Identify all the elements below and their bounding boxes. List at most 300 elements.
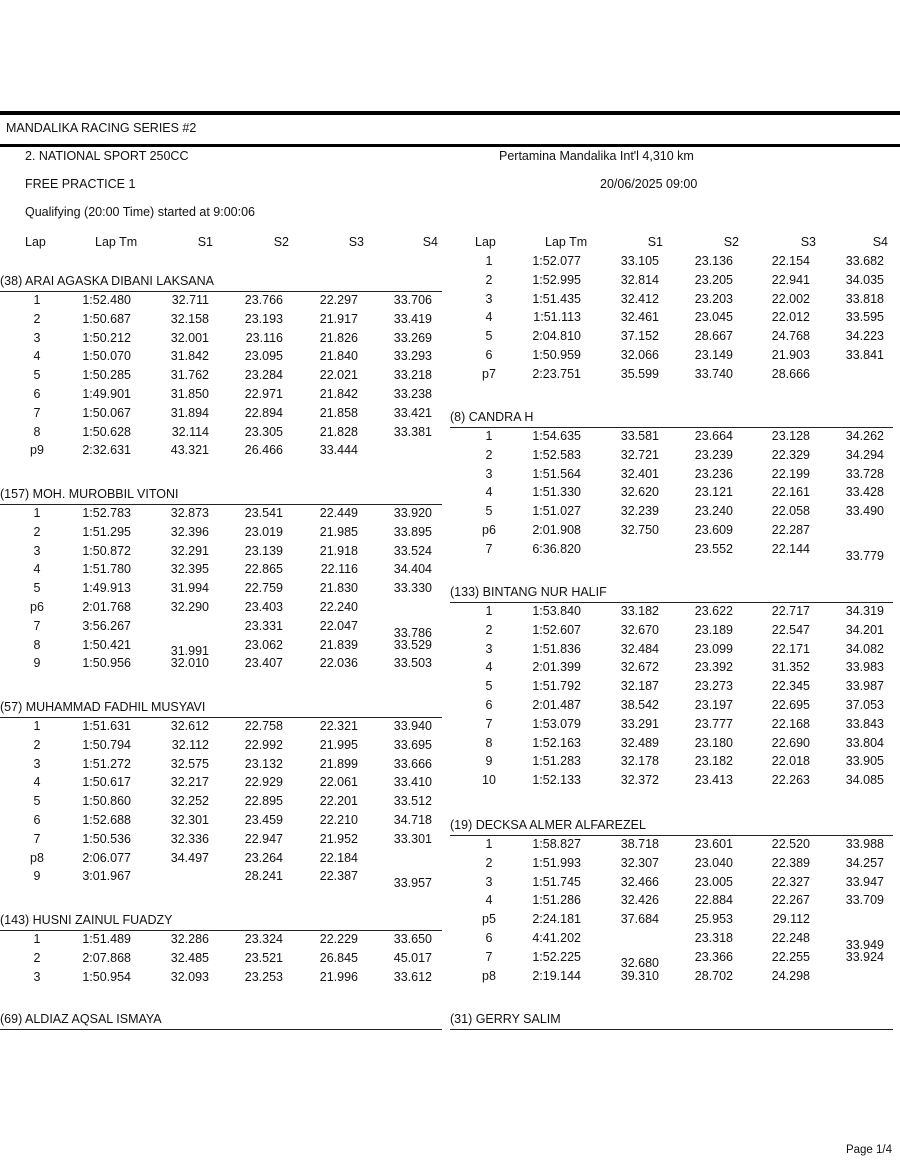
sector-1: 32.461	[620, 310, 659, 325]
sector-3: 22.012	[771, 310, 810, 325]
lap-number: 7	[485, 716, 493, 731]
lap-number: 5	[485, 679, 493, 694]
sector-3: 21.903	[771, 348, 810, 362]
sector-1: 31.991	[170, 643, 209, 658]
lap-number: 3	[33, 969, 41, 984]
sector-4: 33.595	[845, 310, 884, 325]
sector-4: 34.035	[845, 272, 884, 287]
lap-time: 1:50.212	[82, 330, 131, 345]
sector-2: 23.331	[244, 618, 283, 633]
sector-3: 29.112	[772, 912, 810, 927]
sector-3: 22.201	[319, 794, 358, 809]
sector-1: 32.307	[620, 855, 659, 870]
sector-1: 37.152	[620, 329, 659, 344]
lap-time: 1:50.070	[82, 349, 131, 364]
sector-2: 23.253	[244, 969, 283, 984]
sector-2: 23.005	[694, 874, 733, 889]
sector-3: 22.255	[771, 949, 810, 964]
sector-4: 33.709	[845, 893, 884, 908]
sector-3: 33.444	[319, 443, 358, 458]
lap-time: 1:51.435	[532, 291, 581, 306]
sector-3: 22.547	[771, 622, 810, 637]
sector-3: 22.345	[771, 679, 810, 694]
sector-4: 37.053	[845, 698, 884, 712]
lap-number: 1	[485, 429, 493, 443]
driver-name: (19) DECKSA ALMER ALFAREZEL	[450, 818, 646, 832]
sector-3: 21.842	[319, 387, 358, 401]
sector-3: 22.240	[319, 600, 358, 614]
lap-time: 1:52.783	[82, 506, 131, 520]
lap-number: 6	[485, 348, 493, 362]
lap-number: p9	[30, 443, 44, 458]
sector-3: 23.128	[771, 429, 810, 443]
sector-4: 34.262	[845, 429, 884, 443]
lap-number: 9	[33, 656, 41, 671]
sector-1: 32.093	[170, 969, 209, 984]
sector-2: 23.305	[244, 424, 283, 439]
sector-3: 22.184	[319, 850, 358, 865]
sector-3: 21.985	[319, 524, 358, 539]
lap-number: 1	[33, 293, 41, 307]
header-s2: S2	[273, 235, 289, 249]
sector-2: 22.865	[244, 562, 283, 577]
lap-time: 1:50.860	[82, 794, 131, 809]
lap-time: 1:50.628	[82, 424, 131, 439]
driver-underline	[450, 835, 893, 836]
sector-4: 33.843	[845, 716, 884, 731]
sector-4: 34.718	[393, 813, 432, 827]
lap-time: 2:01.487	[532, 698, 581, 712]
sector-2: 22.759	[244, 581, 283, 596]
sector-1: 33.291	[620, 716, 659, 731]
sector-3: 28.666	[771, 366, 810, 381]
sector-4: 34.085	[845, 773, 884, 788]
sector-3: 21.839	[319, 637, 358, 652]
sector-2: 23.019	[244, 524, 283, 539]
sector-2: 23.136	[694, 254, 733, 268]
sector-1: 31.894	[170, 405, 209, 420]
sector-1: 32.489	[620, 735, 659, 750]
lap-time: 1:51.027	[532, 504, 581, 519]
sector-3: 22.717	[771, 604, 810, 618]
lap-time: 1:50.872	[82, 543, 131, 558]
lap-time: 1:49.901	[82, 387, 131, 401]
lap-number: 4	[33, 775, 41, 790]
sector-4: 33.293	[393, 349, 432, 364]
lap-number: 4	[33, 349, 41, 364]
sector-4: 33.381	[393, 424, 432, 439]
header-s4: S4	[422, 235, 438, 249]
sector-3: 22.449	[319, 506, 358, 520]
sector-2: 23.182	[694, 754, 733, 769]
sector-1: 32.372	[620, 773, 659, 788]
sector-1: 32.711	[171, 293, 209, 307]
lap-time: 1:52.607	[532, 622, 581, 637]
sector-2: 22.929	[244, 775, 283, 790]
sector-3: 21.828	[319, 424, 358, 439]
sector-2: 23.284	[244, 368, 283, 383]
lap-time: 2:32.631	[82, 443, 131, 458]
header-s1: S1	[197, 235, 213, 249]
sector-4: 34.319	[845, 604, 884, 618]
sector-2: 23.521	[244, 950, 283, 965]
sector-4: 34.294	[845, 447, 884, 462]
driver-name: (57) MUHAMMAD FADHIL MUSYAVI	[0, 700, 206, 714]
sector-1: 32.612	[170, 719, 209, 733]
session-name: FREE PRACTICE 1	[25, 177, 136, 191]
lap-number: 1	[33, 719, 41, 733]
driver-name: (69) ALDIAZ AQSAL ISMAYA	[0, 1012, 162, 1026]
lap-time: 2:23.751	[532, 366, 581, 381]
sector-2: 23.552	[694, 541, 733, 556]
sector-4: 33.940	[393, 719, 432, 733]
lap-number: p8	[482, 968, 496, 983]
lap-time: 1:49.913	[82, 581, 131, 596]
lap-number: 7	[485, 949, 493, 964]
driver-underline	[450, 427, 893, 428]
lap-time: 1:51.489	[82, 932, 131, 946]
sector-1: 32.252	[170, 794, 209, 809]
lap-number: 6	[33, 387, 41, 401]
lap-number: 4	[485, 893, 493, 908]
sector-3: 21.952	[319, 831, 358, 846]
sector-3: 22.297	[319, 293, 358, 307]
sector-3: 22.002	[771, 291, 810, 306]
sector-1: 32.010	[170, 656, 209, 671]
sector-1: 33.581	[620, 429, 659, 443]
sector-3: 26.845	[319, 950, 358, 965]
lap-number: 3	[33, 330, 41, 345]
lap-number: p5	[482, 912, 496, 927]
sector-1: 32.426	[620, 893, 659, 908]
driver-underline	[450, 1029, 893, 1030]
sector-2: 23.189	[694, 622, 733, 637]
sector-2: 23.366	[694, 949, 733, 964]
sector-2: 23.766	[244, 293, 283, 307]
lap-number: 4	[33, 562, 41, 577]
sector-4: 33.410	[393, 775, 432, 790]
sector-2: 23.205	[694, 272, 733, 287]
sector-4: 33.330	[393, 581, 432, 596]
sector-2: 28.241	[244, 869, 283, 884]
sector-2: 23.239	[694, 447, 733, 462]
lap-number: 8	[33, 424, 41, 439]
sector-2: 23.045	[694, 310, 733, 325]
sector-2: 28.702	[694, 968, 733, 983]
lap-time: 1:51.836	[532, 641, 581, 656]
sector-3: 22.036	[319, 656, 358, 671]
lap-number: 3	[33, 543, 41, 558]
sector-3: 22.329	[771, 447, 810, 462]
sector-4: 33.905	[845, 754, 884, 769]
sector-2: 23.240	[694, 504, 733, 519]
sector-1: 32.290	[170, 600, 209, 614]
lap-time: 2:01.768	[82, 600, 131, 614]
lap-number: 7	[33, 618, 41, 633]
sector-4: 34.201	[845, 622, 884, 637]
sector-4: 33.957	[393, 876, 432, 891]
sector-4: 33.682	[845, 254, 884, 268]
sector-2: 33.740	[694, 366, 733, 381]
sector-2: 23.139	[244, 543, 283, 558]
lap-number: 2	[33, 737, 41, 752]
sector-2: 23.149	[694, 348, 733, 362]
sector-2: 22.894	[244, 405, 283, 420]
lap-number: 1	[485, 837, 493, 851]
driver-name: (8) CANDRA H	[450, 410, 534, 424]
sector-4: 33.920	[393, 506, 432, 520]
lap-number: 2	[485, 447, 493, 462]
driver-name: (133) BINTANG NUR HALIF	[450, 585, 607, 599]
sector-2: 23.664	[694, 429, 733, 443]
sector-3: 22.058	[771, 504, 810, 519]
sector-1: 32.401	[620, 466, 659, 481]
sector-1: 32.066	[620, 348, 659, 362]
lap-time: 1:50.954	[82, 969, 131, 984]
sector-3: 21.840	[319, 349, 358, 364]
sector-4: 33.695	[393, 737, 432, 752]
sector-2: 23.601	[694, 837, 733, 851]
sector-2: 23.459	[244, 813, 283, 827]
sector-4: 33.503	[393, 656, 432, 671]
sector-2: 23.407	[244, 656, 283, 671]
lap-number: 4	[485, 310, 493, 325]
driver-name: (38) ARAI AGASKA DIBANI LAKSANA	[0, 274, 214, 288]
sector-2: 23.403	[244, 600, 283, 614]
sector-3: 31.352	[771, 660, 810, 675]
sector-1: 32.466	[620, 874, 659, 889]
sector-2: 23.193	[244, 311, 283, 326]
lap-number: p6	[482, 523, 496, 537]
sector-2: 23.541	[244, 506, 283, 520]
sector-4: 34.404	[393, 562, 432, 577]
sector-1: 32.750	[620, 523, 659, 537]
class-name: 2. NATIONAL SPORT 250CC	[25, 149, 189, 163]
lap-number: 3	[485, 291, 493, 306]
sector-1: 32.873	[170, 506, 209, 520]
lap-time: 1:50.794	[82, 737, 131, 752]
sector-2: 23.777	[694, 716, 733, 731]
circuit-name: Pertamina Mandalika Int'l 4,310 km	[499, 149, 694, 163]
lap-time: 1:52.133	[532, 773, 581, 788]
driver-underline	[450, 602, 893, 603]
sector-1: 43.321	[170, 443, 209, 458]
session-datetime: 20/06/2025 09:00	[600, 177, 698, 191]
sector-3: 22.021	[319, 368, 358, 383]
lap-time: 1:53.840	[532, 604, 581, 618]
sector-3: 21.858	[319, 405, 358, 420]
sector-1: 32.112	[171, 737, 209, 752]
sector-2: 23.236	[694, 466, 733, 481]
sector-2: 22.992	[244, 737, 283, 752]
lap-time: 1:50.421	[82, 637, 131, 652]
sector-3: 21.917	[319, 311, 358, 326]
sector-4: 33.779	[845, 548, 884, 563]
sector-1: 32.336	[170, 831, 209, 846]
lap-number: 5	[33, 368, 41, 383]
sector-4: 33.612	[393, 969, 432, 984]
sector-3: 22.047	[319, 618, 358, 633]
lap-number: 2	[485, 272, 493, 287]
sector-3: 24.768	[771, 329, 810, 344]
driver-name: (157) MOH. MUROBBIL VITONI	[0, 487, 179, 501]
qualifying-info: Qualifying (20:00 Time) started at 9:00:06	[25, 205, 255, 219]
lap-number: 3	[485, 641, 493, 656]
lap-time: 1:52.480	[82, 293, 131, 307]
lap-time: 4:41.202	[532, 931, 581, 945]
sector-1: 32.620	[620, 485, 659, 500]
sector-1: 32.001	[170, 330, 209, 345]
lap-number: p8	[30, 850, 44, 865]
lap-time: 2:24.181	[532, 912, 581, 927]
sector-4: 33.895	[393, 524, 432, 539]
lap-time: 1:50.956	[82, 656, 131, 671]
sector-1: 33.105	[620, 254, 659, 268]
lap-time: 2:01.399	[532, 660, 581, 675]
lap-time: 1:51.792	[532, 679, 581, 694]
sector-3: 22.387	[319, 869, 358, 884]
sector-2: 23.324	[244, 932, 283, 946]
sector-3: 21.826	[319, 330, 358, 345]
sector-1: 32.187	[620, 679, 659, 694]
header-s3: S3	[800, 235, 816, 249]
sector-1: 32.396	[170, 524, 209, 539]
sector-3: 22.389	[771, 855, 810, 870]
sector-1: 32.291	[170, 543, 209, 558]
sector-4: 33.706	[393, 293, 432, 307]
sector-3: 22.520	[771, 837, 810, 851]
sector-1: 31.842	[170, 349, 209, 364]
sector-3: 22.210	[319, 813, 358, 827]
sector-1: 32.672	[620, 660, 659, 675]
lap-number: 7	[33, 405, 41, 420]
sector-4: 34.257	[845, 855, 884, 870]
sector-2: 23.062	[244, 637, 283, 652]
lap-time: 1:50.067	[82, 405, 131, 420]
sector-1: 32.158	[170, 311, 209, 326]
sector-4: 33.301	[393, 831, 432, 846]
lap-time: 1:50.285	[82, 368, 131, 383]
lap-number: 9	[485, 754, 493, 769]
lap-number: 4	[485, 485, 493, 500]
sector-1: 34.497	[170, 850, 209, 865]
lap-number: 7	[33, 831, 41, 846]
lap-time: 1:50.617	[82, 775, 131, 790]
sector-1: 32.178	[620, 754, 659, 769]
header-lap-tm: Lap Tm	[545, 235, 588, 249]
sector-2: 23.203	[694, 291, 733, 306]
sector-2: 23.609	[694, 523, 733, 537]
lap-number: 3	[33, 756, 41, 771]
sector-2: 23.273	[694, 679, 733, 694]
lap-number: 3	[485, 466, 493, 481]
lap-time: 1:51.272	[82, 756, 131, 771]
sector-3: 22.168	[771, 716, 810, 731]
sector-3: 22.199	[771, 466, 810, 481]
sector-4: 34.223	[845, 329, 884, 344]
sector-4: 33.529	[393, 637, 432, 652]
lap-time: 1:51.286	[532, 893, 581, 908]
lap-number: 1	[33, 506, 41, 520]
lap-time: 1:52.688	[82, 813, 131, 827]
lap-time: 1:54.635	[532, 429, 581, 443]
sector-2: 23.099	[694, 641, 733, 656]
sector-4: 33.983	[845, 660, 884, 675]
lap-number: p7	[482, 366, 496, 381]
sector-3: 21.899	[319, 756, 358, 771]
sector-1: 33.182	[620, 604, 659, 618]
sector-1: 32.286	[170, 932, 209, 946]
lap-time: 1:53.079	[532, 716, 581, 731]
sector-4: 33.218	[393, 368, 432, 383]
event-title: MANDALIKA RACING SERIES #2	[6, 121, 197, 135]
sector-3: 22.690	[771, 735, 810, 750]
sector-1: 32.301	[170, 813, 209, 827]
sector-4: 45.017	[393, 950, 432, 965]
sector-3: 22.941	[771, 272, 810, 287]
lap-number: 9	[33, 869, 41, 884]
sector-4: 33.650	[393, 932, 432, 946]
sector-1: 31.762	[170, 368, 209, 383]
sector-3: 22.171	[771, 641, 810, 656]
sector-2: 28.667	[694, 329, 733, 344]
sector-1: 31.994	[170, 581, 209, 596]
lap-number: 1	[33, 932, 41, 946]
lap-number: 5	[33, 794, 41, 809]
sector-2: 22.884	[694, 893, 733, 908]
lap-number: 1	[485, 604, 493, 618]
sector-3: 22.327	[771, 874, 810, 889]
sector-3: 22.695	[771, 698, 810, 712]
lap-time: 1:52.583	[532, 447, 581, 462]
sector-4: 33.524	[393, 543, 432, 558]
sector-2: 23.392	[694, 660, 733, 675]
lap-time: 2:07.868	[82, 950, 131, 965]
sector-4: 33.947	[845, 874, 884, 889]
sector-1: 32.575	[170, 756, 209, 771]
sector-2: 23.180	[694, 735, 733, 750]
sector-3: 22.116	[320, 562, 358, 577]
lap-time: 2:01.908	[532, 523, 581, 537]
header-lap-tm: Lap Tm	[95, 235, 138, 249]
header-lap: Lap	[25, 235, 46, 249]
lap-number: 3	[485, 874, 493, 889]
sector-3: 22.263	[771, 773, 810, 788]
lap-time: 2:04.810	[532, 329, 581, 344]
sector-4: 33.804	[845, 735, 884, 750]
sector-2: 23.040	[694, 855, 733, 870]
lap-time: 1:52.163	[532, 735, 581, 750]
lap-number: 2	[33, 950, 41, 965]
sector-2: 23.116	[245, 330, 283, 345]
lap-time: 1:52.077	[532, 254, 581, 268]
sector-2: 23.197	[694, 698, 733, 712]
sector-2: 23.622	[694, 604, 733, 618]
lap-time: 1:51.631	[82, 719, 131, 733]
sector-2: 23.318	[694, 931, 733, 945]
sector-2: 23.264	[244, 850, 283, 865]
sector-4: 33.666	[393, 756, 432, 771]
lap-time: 1:50.959	[532, 348, 581, 362]
sector-3: 22.229	[319, 932, 358, 946]
sector-1: 32.484	[620, 641, 659, 656]
sector-1: 32.721	[620, 447, 659, 462]
lap-time: 3:56.267	[82, 618, 131, 633]
driver-name: (143) HUSNI ZAINUL FUADZY	[0, 913, 173, 927]
sector-4: 33.949	[845, 938, 884, 952]
lap-time: 1:51.295	[82, 524, 131, 539]
sector-1: 39.310	[620, 968, 659, 983]
